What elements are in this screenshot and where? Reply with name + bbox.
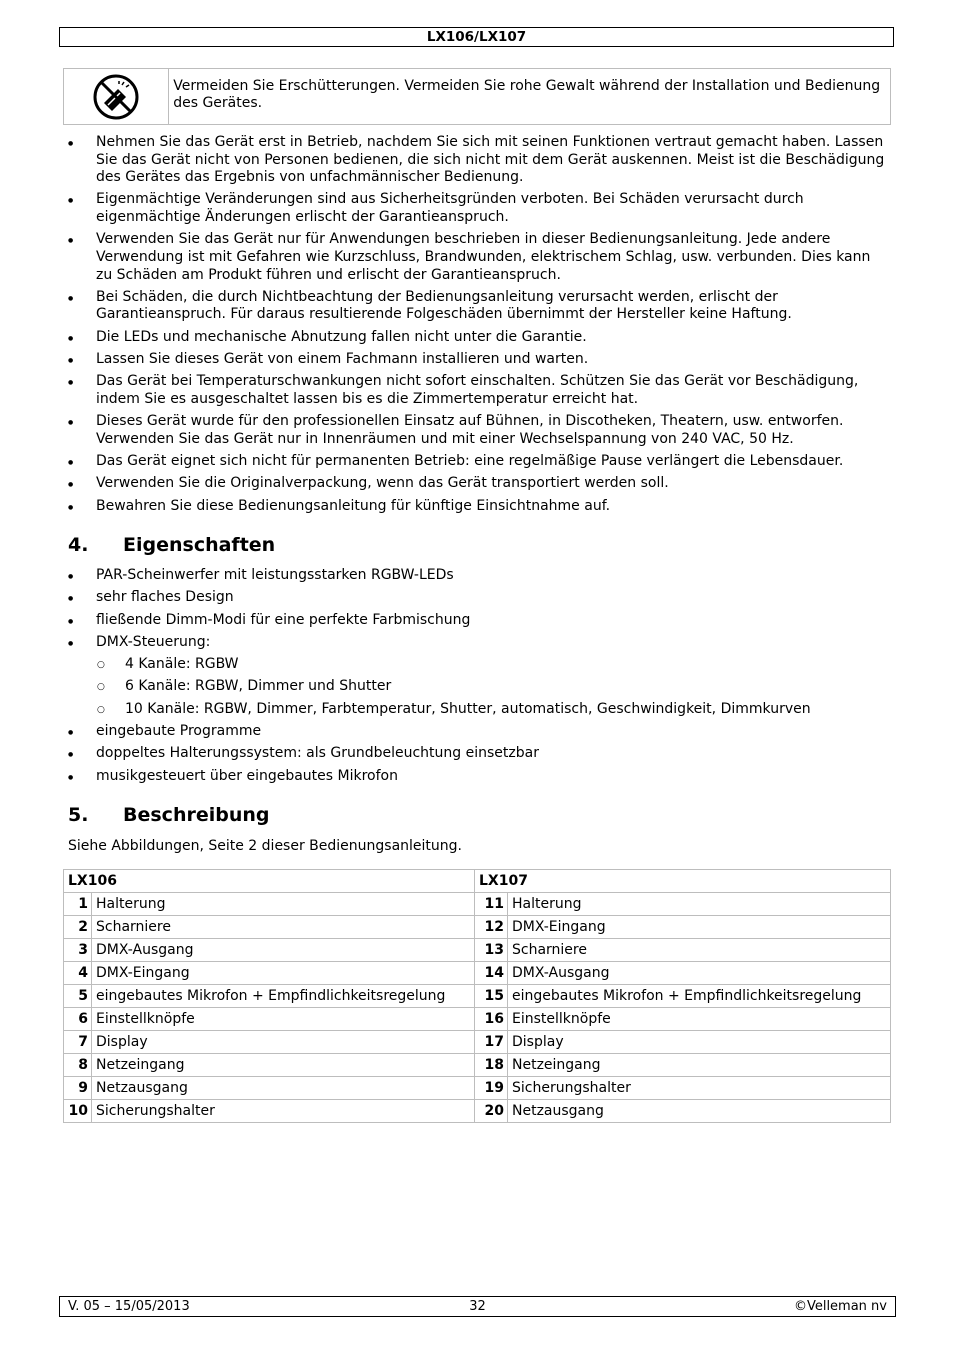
part-name: DMX-Ausgang	[92, 939, 475, 962]
section-heading-4	[68, 534, 275, 556]
part-number: 7	[64, 1031, 92, 1054]
part-number: 4	[64, 962, 92, 985]
list-item: ● Dieses Gerät wurde für den professionellen Einsatz auf Bühnen, in Discotheken, Theatern, usw. entworfen. Verwenden Sie das Gerät nur in Innenräumen und mit einer Wechselspannung von 240 VAC, 50 Hz.	[68, 413, 888, 448]
table-row	[64, 1008, 891, 1031]
table-header-lx107: LX107	[475, 870, 891, 893]
list-item: ● doppeltes Halterungssystem: als Grundbeleuchtung einsetzbar	[68, 745, 888, 763]
list-item: ● Das Gerät eignet sich nicht für permanenten Betrieb: eine regelmäßige Pause verlängert die Lebensdauer.	[68, 453, 888, 471]
table-row	[64, 1077, 891, 1100]
section-heading-5	[68, 804, 270, 826]
part-number: 14	[475, 962, 508, 985]
page-header: LX106/LX107	[59, 27, 894, 47]
part-name: DMX-Eingang	[508, 916, 891, 939]
page-number: 32	[469, 1299, 486, 1314]
part-number: 6	[64, 1008, 92, 1031]
part-name: Sicherungshalter	[508, 1077, 891, 1100]
part-name: Halterung	[508, 893, 891, 916]
list-item: ● DMX-Steuerung:	[68, 634, 888, 652]
part-name: DMX-Ausgang	[508, 962, 891, 985]
table-row	[64, 916, 891, 939]
table-row	[64, 1054, 891, 1077]
list-item: ● fließende Dimm-Modi für eine perfekte Farbmischung	[68, 612, 888, 630]
warning-box	[63, 68, 891, 125]
list-item: ● PAR-Scheinwerfer mit leistungsstarken RGBW-LEDs	[68, 567, 888, 585]
list-item: ● Verwenden Sie das Gerät nur für Anwendungen beschrieben in dieser Bedienungsanleitung. Jede andere Verwendung ist mit Gefahren wie Kurzschluss, Brandwunden, elektrischem Schlag, usw. verbunden. Dies kann zu Schäden am Produkt führen und erlischt der Garantieanspruch.	[68, 231, 888, 284]
part-name: Netzausgang	[92, 1077, 475, 1100]
list-item: ● Bei Schäden, die durch Nichtbeachtung der Bedienungsanleitung verursacht werden, erlischt der Garantieanspruch. Für daraus resultierende Folgeschäden übernimmt der Hersteller keine Haftung.	[68, 289, 888, 324]
part-name: Netzeingang	[92, 1054, 475, 1077]
table-row	[64, 893, 891, 916]
section-title: Eigenschaften	[123, 534, 276, 556]
part-number: 20	[475, 1100, 508, 1123]
part-name: Scharniere	[508, 939, 891, 962]
part-number: 15	[475, 985, 508, 1008]
part-name: Einstellknöpfe	[92, 1008, 475, 1031]
list-item: ● Nehmen Sie das Gerät erst in Betrieb, nachdem Sie sich mit seinen Funktionen vertraut gemacht haben. Lassen Sie das Gerät nicht von Personen bedienen, die sich nicht mit dem Gerät auskennen. Meist ist die Beschädigung des Gerätes das Ergebnis von unfachmännischer Bedienung.	[68, 134, 888, 187]
list-item: ● Lassen Sie dieses Gerät von einem Fachmann installieren und warten.	[68, 351, 888, 369]
table-header-lx106: LX106	[64, 870, 475, 893]
part-name: Display	[92, 1031, 475, 1054]
part-number: 10	[64, 1100, 92, 1123]
list-item: ● Bewahren Sie diese Bedienungsanleitung für künftige Einsichtnahme auf.	[68, 498, 888, 516]
part-name: eingebautes Mikrofon + Empfindlichkeitsregelung	[508, 985, 891, 1008]
list-item: ● musikgesteuert über eingebautes Mikrofon	[68, 768, 888, 786]
part-name: Sicherungshalter	[92, 1100, 475, 1123]
sub-list-item: ○ 6 Kanäle: RGBW, Dimmer und Shutter	[68, 678, 888, 696]
part-number: 16	[475, 1008, 508, 1031]
part-name: eingebautes Mikrofon + Empfindlichkeitsregelung	[92, 985, 475, 1008]
section-number: 5.	[68, 804, 89, 826]
version-text: V. 05 – 15/05/2013	[68, 1299, 190, 1314]
part-number: 2	[64, 916, 92, 939]
part-name: Scharniere	[92, 916, 475, 939]
part-number: 1	[64, 893, 92, 916]
table-row	[64, 985, 891, 1008]
list-item: ● Eigenmächtige Veränderungen sind aus Sicherheitsgründen verboten. Bei Schäden verursacht durch eigenmächtige Änderungen erlischt der Garantieanspruch.	[68, 191, 888, 226]
list-item: ● Verwenden Sie die Originalverpackung, wenn das Gerät transportiert werden soll.	[68, 475, 888, 493]
warning-text: Vermeiden Sie Erschütterungen. Vermeiden Sie rohe Gewalt während der Installation und Bedienung des Gerätes.	[173, 78, 881, 111]
features-list	[68, 567, 888, 790]
parts-table	[63, 869, 891, 1123]
sub-list-item: ○ 10 Kanäle: RGBW, Dimmer, Farbtemperatur, Shutter, automatisch, Geschwindigkeit, Dimmkurven	[68, 701, 888, 719]
part-number: 17	[475, 1031, 508, 1054]
part-number: 5	[64, 985, 92, 1008]
list-item: ● Das Gerät bei Temperaturschwankungen nicht sofort einschalten. Schützen Sie das Gerät vor Beschädigung, indem Sie es ausgeschaltet lassen bis es die Zimmertemperatur erreicht hat.	[68, 373, 888, 408]
table-row	[64, 939, 891, 962]
part-name: Netzeingang	[508, 1054, 891, 1077]
page-footer	[59, 1296, 896, 1317]
table-row	[64, 1100, 891, 1123]
part-name: Einstellknöpfe	[508, 1008, 891, 1031]
part-name: Netzausgang	[508, 1100, 891, 1123]
copyright-text: ©Velleman nv	[793, 1299, 887, 1314]
sub-list-item: ○ 4 Kanäle: RGBW	[68, 656, 888, 674]
section-intro: Siehe Abbildungen, Seite 2 dieser Bedienungsanleitung.	[68, 838, 462, 854]
part-number: 12	[475, 916, 508, 939]
table-row	[64, 962, 891, 985]
part-number: 3	[64, 939, 92, 962]
part-number: 9	[64, 1077, 92, 1100]
warning-icon-cell	[64, 69, 169, 124]
table-row	[64, 1031, 891, 1054]
part-number: 13	[475, 939, 508, 962]
list-item: ● sehr flaches Design	[68, 589, 888, 607]
part-number: 11	[475, 893, 508, 916]
no-shock-icon	[92, 73, 140, 121]
list-item: ● eingebaute Programme	[68, 723, 888, 741]
part-number: 19	[475, 1077, 508, 1100]
section-title: Beschreibung	[123, 804, 270, 826]
part-number: 8	[64, 1054, 92, 1077]
safety-list	[68, 134, 888, 520]
part-name: DMX-Eingang	[92, 962, 475, 985]
section-number: 4.	[68, 534, 89, 556]
part-name: Display	[508, 1031, 891, 1054]
part-name: Halterung	[92, 893, 475, 916]
list-item: ● Die LEDs und mechanische Abnutzung fallen nicht unter die Garantie.	[68, 329, 888, 347]
part-number: 18	[475, 1054, 508, 1077]
